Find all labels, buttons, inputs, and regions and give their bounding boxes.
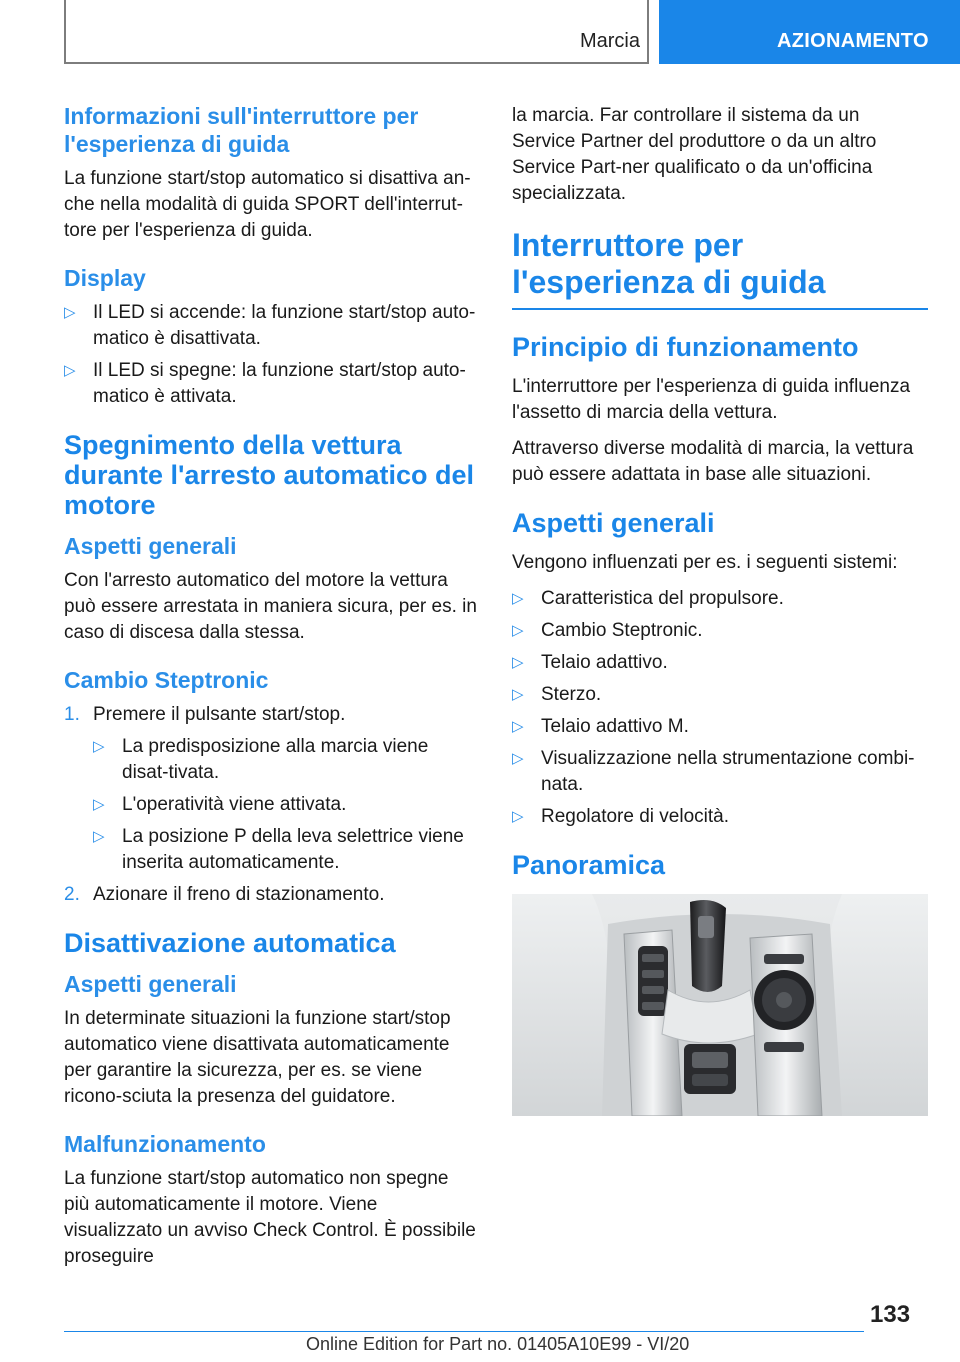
heading-spegnimento: Spegnimento della vettura durante l'arresto automatico del motore bbox=[64, 430, 475, 520]
list-item: ▷ La posizione P della leva selettrice viene inserita automaticamente. bbox=[93, 826, 464, 873]
paragraph-aspetti-generali-2: In determinate situazioni la funzione start/stop automatico viene disattivata automaticamente per garantire la sicurezza, per es. se viene ricono-sciuta la presenza del guidatore. bbox=[64, 1008, 451, 1107]
paragraph-malfunzionamento: La funzione start/stop automatico non spegne più automaticamente il motore. Viene visualizzato un avviso Check Control. È possibile proseguire bbox=[64, 1168, 476, 1267]
heading-aspetti-generali-1: Aspetti generali bbox=[64, 533, 237, 559]
list-item: ▷ Sterzo. bbox=[512, 682, 928, 708]
triangle-bullet-icon: ▷ bbox=[512, 750, 524, 767]
heading-malfunzionamento: Malfunzionamento bbox=[64, 1131, 266, 1157]
list-item: ▷ Telaio adattivo M. bbox=[512, 714, 928, 740]
step-item: 2. Azionare il freno di stazionamento. bbox=[64, 882, 478, 908]
systems-list bbox=[512, 586, 928, 830]
paragraph-info-interruttore: La funzione start/stop automatico si disattiva an-che nella modalità di guida SPORT dell'interrut-tore per l'esperienza di guida. bbox=[64, 168, 471, 241]
list-item: ▷ Cambio Steptronic. bbox=[512, 618, 928, 644]
paragraph-principio-1: L'interruttore per l'esperienza di guida influenza l'assetto di marcia della vettura. bbox=[512, 376, 911, 423]
heading-disattivazione: Disattivazione automatica bbox=[64, 928, 396, 958]
heading-info-interruttore: Informazioni sull'interruttore per l'esperienza di guida bbox=[64, 103, 419, 157]
triangle-bullet-icon: ▷ bbox=[512, 590, 524, 607]
triangle-bullet-icon: ▷ bbox=[93, 796, 105, 813]
heading-aspetti-generali-2: Aspetti generali bbox=[64, 971, 237, 997]
paragraph-aspetti-generali-1: Con l'arresto automatico del motore la vettura può essere arrestata in maniera sicura, per es. in caso di discesa dalla stessa. bbox=[64, 570, 477, 643]
triangle-bullet-icon: ▷ bbox=[93, 828, 105, 845]
center-console-photo bbox=[512, 894, 928, 1116]
heading-aspetti-generali-right: Aspetti generali bbox=[512, 508, 715, 538]
list-item: ▷ Caratteristica del propulsore. bbox=[512, 586, 928, 612]
list-item: ▷ L'operatività viene attivata. bbox=[93, 792, 478, 818]
footer-divider bbox=[64, 1331, 864, 1332]
list-item: ▷ La predisposizione alla marcia viene disat-tivata. bbox=[93, 736, 429, 783]
heading-panoramica: Panoramica bbox=[512, 850, 666, 880]
heading-principio: Principio di funzionamento bbox=[512, 332, 859, 362]
header-section-title: Marcia bbox=[579, 30, 640, 52]
heading-cambio-steptronic: Cambio Steptronic bbox=[64, 667, 269, 693]
triangle-bullet-icon: ▷ bbox=[512, 718, 524, 735]
steps-list bbox=[64, 702, 478, 908]
triangle-bullet-icon: ▷ bbox=[512, 686, 524, 703]
header-chapter-tab: AZIONAMENTO bbox=[659, 0, 960, 64]
paragraph-principio-2: Attraverso diverse modalità di marcia, la vettura può essere adattata in base alle situazioni. bbox=[512, 438, 914, 485]
paragraph-aspetti-right: Vengono influenzati per es. i seguenti sistemi: bbox=[512, 552, 898, 573]
step-number: 2. bbox=[64, 884, 80, 905]
list-item: ▷ Visualizzazione nella strumentazione combi-nata. bbox=[512, 748, 915, 795]
heading-divider bbox=[512, 308, 928, 310]
heading-interruttore-esperienza: Interruttore per l'esperienza di guida bbox=[512, 227, 826, 300]
paragraph-continuation: la marcia. Far controllare il sistema da un Service Partner del produttore o da un altro Service Part-ner qualificato o da un'officina specializzata. bbox=[512, 105, 877, 204]
page-number: 133 bbox=[870, 1301, 911, 1328]
triangle-bullet-icon: ▷ bbox=[512, 654, 524, 671]
left-column bbox=[64, 102, 478, 1280]
triangle-bullet-icon: ▷ bbox=[64, 304, 76, 321]
triangle-bullet-icon: ▷ bbox=[93, 738, 105, 755]
center-console-illustration bbox=[512, 894, 928, 1116]
heading-display: Display bbox=[64, 265, 146, 291]
triangle-bullet-icon: ▷ bbox=[512, 622, 524, 639]
step-number: 1. bbox=[64, 704, 80, 725]
right-column bbox=[512, 103, 928, 1116]
list-item: ▷ Telaio adattivo. bbox=[512, 650, 928, 676]
step-sublist bbox=[93, 734, 478, 876]
list-item: ▷ Il LED si spegne: la funzione start/stop auto-matico è attivata. bbox=[64, 360, 466, 407]
footer-edition-text: Online Edition for Part no. 01405A10E99 - VI/20 bbox=[306, 1334, 690, 1354]
list-item: ▷ Il LED si accende: la funzione start/stop auto-matico è disattivata. bbox=[64, 302, 476, 349]
display-list bbox=[64, 300, 478, 410]
triangle-bullet-icon: ▷ bbox=[64, 362, 76, 379]
step-item: 1. Premere il pulsante start/stop. ▷ La predisposizione alla marcia viene disat-tivata. ▷ L'operatività viene attivata. ▷ La posizione P della leva selettrice viene inserita automaticamente. bbox=[64, 702, 478, 876]
list-item: ▷ Regolatore di velocità. bbox=[512, 804, 928, 830]
triangle-bullet-icon: ▷ bbox=[512, 808, 524, 825]
